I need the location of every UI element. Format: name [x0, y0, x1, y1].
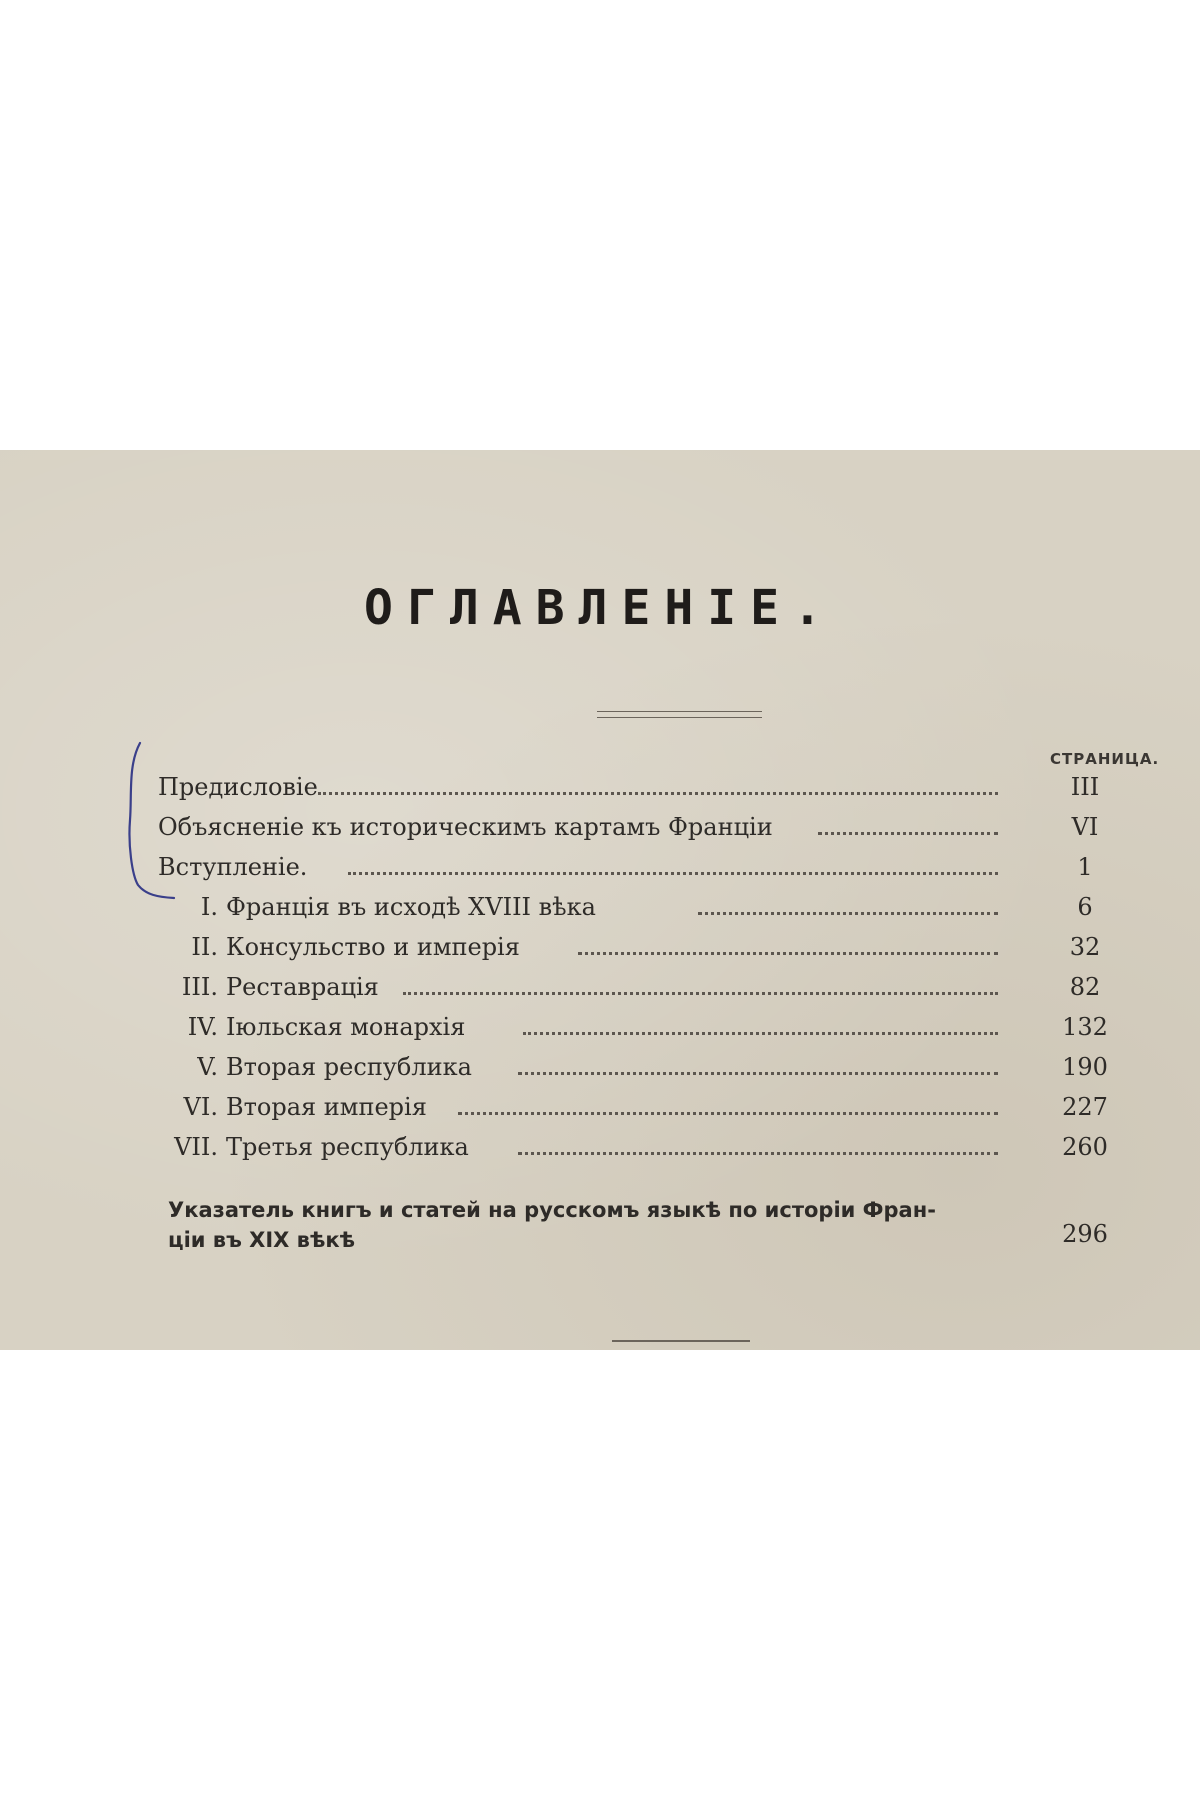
toc-chapter-4: [158, 1008, 1158, 1046]
toc-entry-introduction: [158, 848, 1158, 886]
toc-entry-page: 132: [1062, 1013, 1108, 1041]
toc-entry-preface: [158, 768, 1158, 806]
toc-entry-label: Предисловіе: [158, 773, 318, 801]
toc-entry-page: VI: [1071, 813, 1099, 841]
toc-chapter-number: IV.: [187, 1013, 218, 1041]
title-divider: [597, 711, 762, 718]
toc-dot-leader: [578, 928, 998, 955]
toc-entry-label: Третья республика: [226, 1133, 469, 1161]
toc-entry-page: 6: [1077, 893, 1093, 921]
page-column-header: СТРАНИЦА.: [1050, 750, 1160, 768]
toc-chapter-number: III.: [181, 973, 218, 1001]
toc-chapter-7: [158, 1128, 1158, 1166]
toc-entry-page: 1: [1077, 853, 1093, 881]
toc-entry-label: Реставрація: [226, 973, 379, 1001]
toc-index-entry: [168, 1195, 936, 1255]
toc-entry-page: 190: [1062, 1053, 1108, 1081]
toc-dot-leader: [403, 968, 998, 995]
toc-entry-label: Іюльская монархія: [226, 1013, 466, 1041]
toc-chapter-number: VII.: [174, 1133, 218, 1161]
toc-entry-label: Вступленіе.: [158, 853, 308, 881]
toc-entry-page: 227: [1062, 1093, 1108, 1121]
toc-chapter-2: [158, 928, 1158, 966]
toc-entry-label: Объясненіе къ историческимъ картамъ Франціи: [158, 813, 773, 841]
book-page: [0, 450, 1200, 1350]
toc-index-page: 296: [1062, 1220, 1108, 1248]
toc-entry-maps-explanation: [158, 808, 1158, 846]
toc-chapter-3: [158, 968, 1158, 1006]
toc-index-line-1: Указатель книгъ и статей на русскомъ языкѣ по исторіи Фран-: [168, 1198, 936, 1222]
toc-chapter-6: [158, 1088, 1158, 1126]
toc-index-line-2: ціи въ XIX вѣкѣ: [168, 1228, 356, 1252]
toc-chapter-5: [158, 1048, 1158, 1086]
toc-entry-label: Вторая республика: [226, 1053, 472, 1081]
toc-dot-leader: [818, 808, 998, 835]
toc-entry-label: Франція въ исходѣ XVIII вѣка: [226, 893, 596, 921]
toc-dot-leader: [518, 1048, 998, 1075]
toc-entry-page: 82: [1069, 973, 1101, 1001]
toc-chapter-number: V.: [197, 1053, 218, 1081]
toc-dot-leader: [698, 888, 998, 915]
page-title: ОГЛАВЛЕНІЕ.: [364, 580, 836, 636]
toc-dot-leader: [523, 1008, 998, 1035]
bottom-divider: [612, 1340, 750, 1342]
toc-dot-leader: [518, 1128, 998, 1155]
toc-chapter-number: VI.: [183, 1093, 218, 1121]
toc-entry-page: 260: [1062, 1133, 1108, 1161]
toc-entry-page: III: [1070, 773, 1100, 801]
toc-dot-leader: [348, 848, 998, 875]
toc-dot-leader: [318, 768, 998, 795]
toc-dot-leader: [458, 1088, 998, 1115]
toc-entry-page: 32: [1069, 933, 1101, 961]
toc-entry-label: Вторая имперія: [226, 1093, 427, 1121]
toc-chapter-1: [158, 888, 1158, 926]
toc-entry-label: Консульство и имперія: [226, 933, 520, 961]
toc-chapter-number: I.: [200, 893, 218, 921]
toc-chapter-number: II.: [191, 933, 218, 961]
